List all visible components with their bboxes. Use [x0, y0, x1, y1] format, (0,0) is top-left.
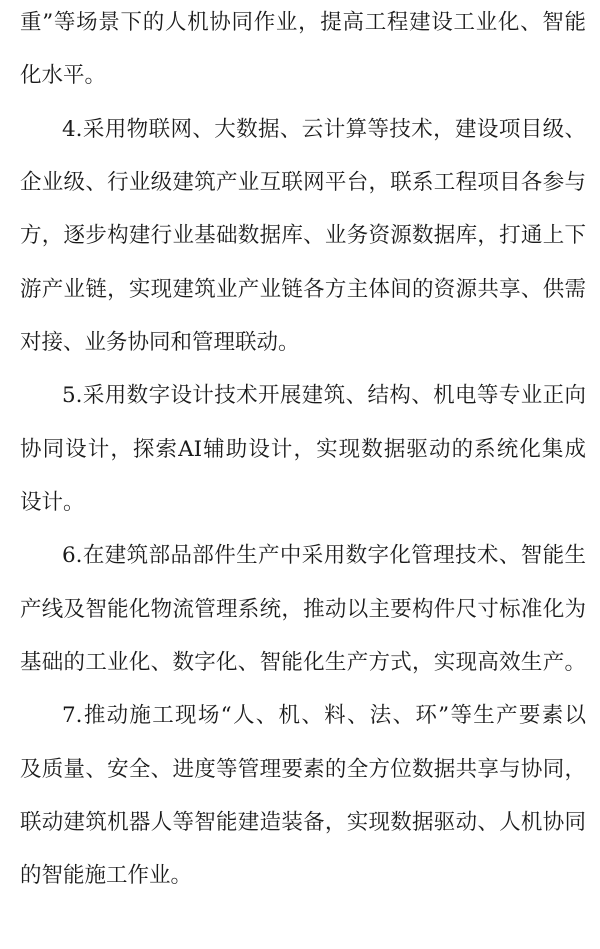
text-line: 化水平。 — [20, 63, 107, 88]
paragraph-6-start: 6.在建筑部品部件生产中采用数字化管理技术、智能生 — [62, 543, 586, 568]
paragraph-4-start: 4.采用物联网、大数据、云计算等技术，建设项目级、 — [62, 117, 586, 142]
text-line: 及质量、安全、进度等管理要素的全方位数据共享与协同， — [20, 757, 586, 782]
paragraph-7-start: 7.推动施工现场“人、机、料、法、环”等生产要素以 — [62, 703, 586, 728]
text-line: 基础的工业化、数字化、智能化生产方式，实现高效生产。 — [20, 650, 586, 675]
text-line: 的智能施工作业。 — [20, 863, 193, 888]
text-line: 重”等场景下的人机协同作业，提高工程建设工业化、智能 — [20, 10, 586, 35]
paragraph-5-start: 5.采用数字设计技术开展建筑、结构、机电等专业正向 — [62, 383, 586, 408]
text-line: 协同设计，探索AI辅助设计，实现数据驱动的系统化集成 — [20, 437, 586, 462]
text-line: 产线及智能化物流管理系统，推动以主要构件尺寸标准化为 — [20, 597, 586, 622]
text-line: 对接、业务协同和管理联动。 — [20, 330, 300, 355]
text-line: 联动建筑机器人等智能建造装备，实现数据驱动、人机协同 — [20, 810, 586, 835]
text-line: 方，逐步构建行业基础数据库、业务资源数据库，打通上下 — [20, 223, 586, 248]
text-line: 企业级、行业级建筑产业互联网平台，联系工程项目各参与 — [20, 170, 586, 195]
text-line: 设计。 — [20, 490, 85, 515]
text-line: 游产业链，实现建筑业产业链各方主体间的资源共享、供需 — [20, 277, 586, 302]
